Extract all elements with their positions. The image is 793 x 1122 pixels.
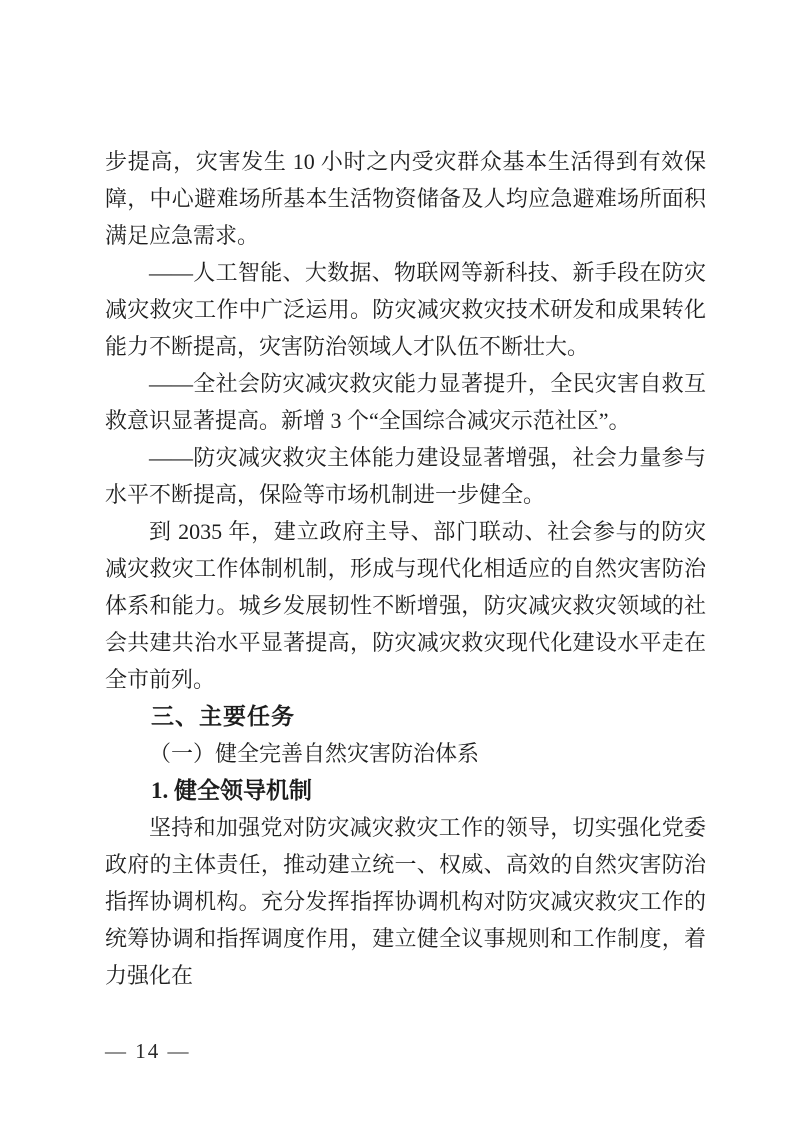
paragraph-continuation: 步提高，灾害发生 10 小时之内受灾群众基本生活得到有效保障，中心避难场所基本生活物资储备及人均应急避难场所面积满足应急需求。 <box>105 149 706 248</box>
paragraph-dash-society-capability: ——全社会防灾减灾救灾能力显著提升，全民灾害自救互救意识显著提高。新增 3 个“全国综合减灾示范社区”。 <box>105 371 706 433</box>
page-footer <box>105 1037 191 1065</box>
page-number: — 14 — <box>105 1039 191 1063</box>
paragraph-dash-technology: ——人工智能、大数据、物联网等新科技、新手段在防灾减灾救灾工作中广泛运用。防灾减灾救灾技术研发和成果转化能力不断提高，灾害防治领域人才队伍不断壮大。 <box>105 260 706 359</box>
paragraph-2035-goals: 到 2035 年，建立政府主导、部门联动、社会参与的防灾减灾救灾工作体制机制，形成与现代化相适应的自然灾害防治体系和能力。城乡发展韧性不断增强，防灾减灾救灾领域的社会共建共治水平显著提高，防灾减灾救灾现代化建设水平走在全市前列。 <box>105 519 706 692</box>
document-body <box>105 143 706 994</box>
paragraph-leadership: 坚持和加强党对防灾减灾救灾工作的领导，切实强化党委政府的主体责任，推动建立统一、权威、高效的自然灾害防治指挥协调机构。充分发挥指挥协调机构对防灾减灾救灾工作的统筹协调和指挥调度作用，建立健全议事规则和工作制度，着力强化在 <box>105 815 706 988</box>
subsection-heading-natural-disaster-system: （一）健全完善自然灾害防治体系 <box>149 741 480 766</box>
item-heading-leadership-mechanism: 1. 健全领导机制 <box>151 778 312 803</box>
section-heading-main-tasks: 三、主要任务 <box>151 703 295 729</box>
paragraph-dash-main-capacity: ——防灾减灾救灾主体能力建设显著增强，社会力量参与水平不断提高，保险等市场机制进一步健全。 <box>105 445 706 507</box>
